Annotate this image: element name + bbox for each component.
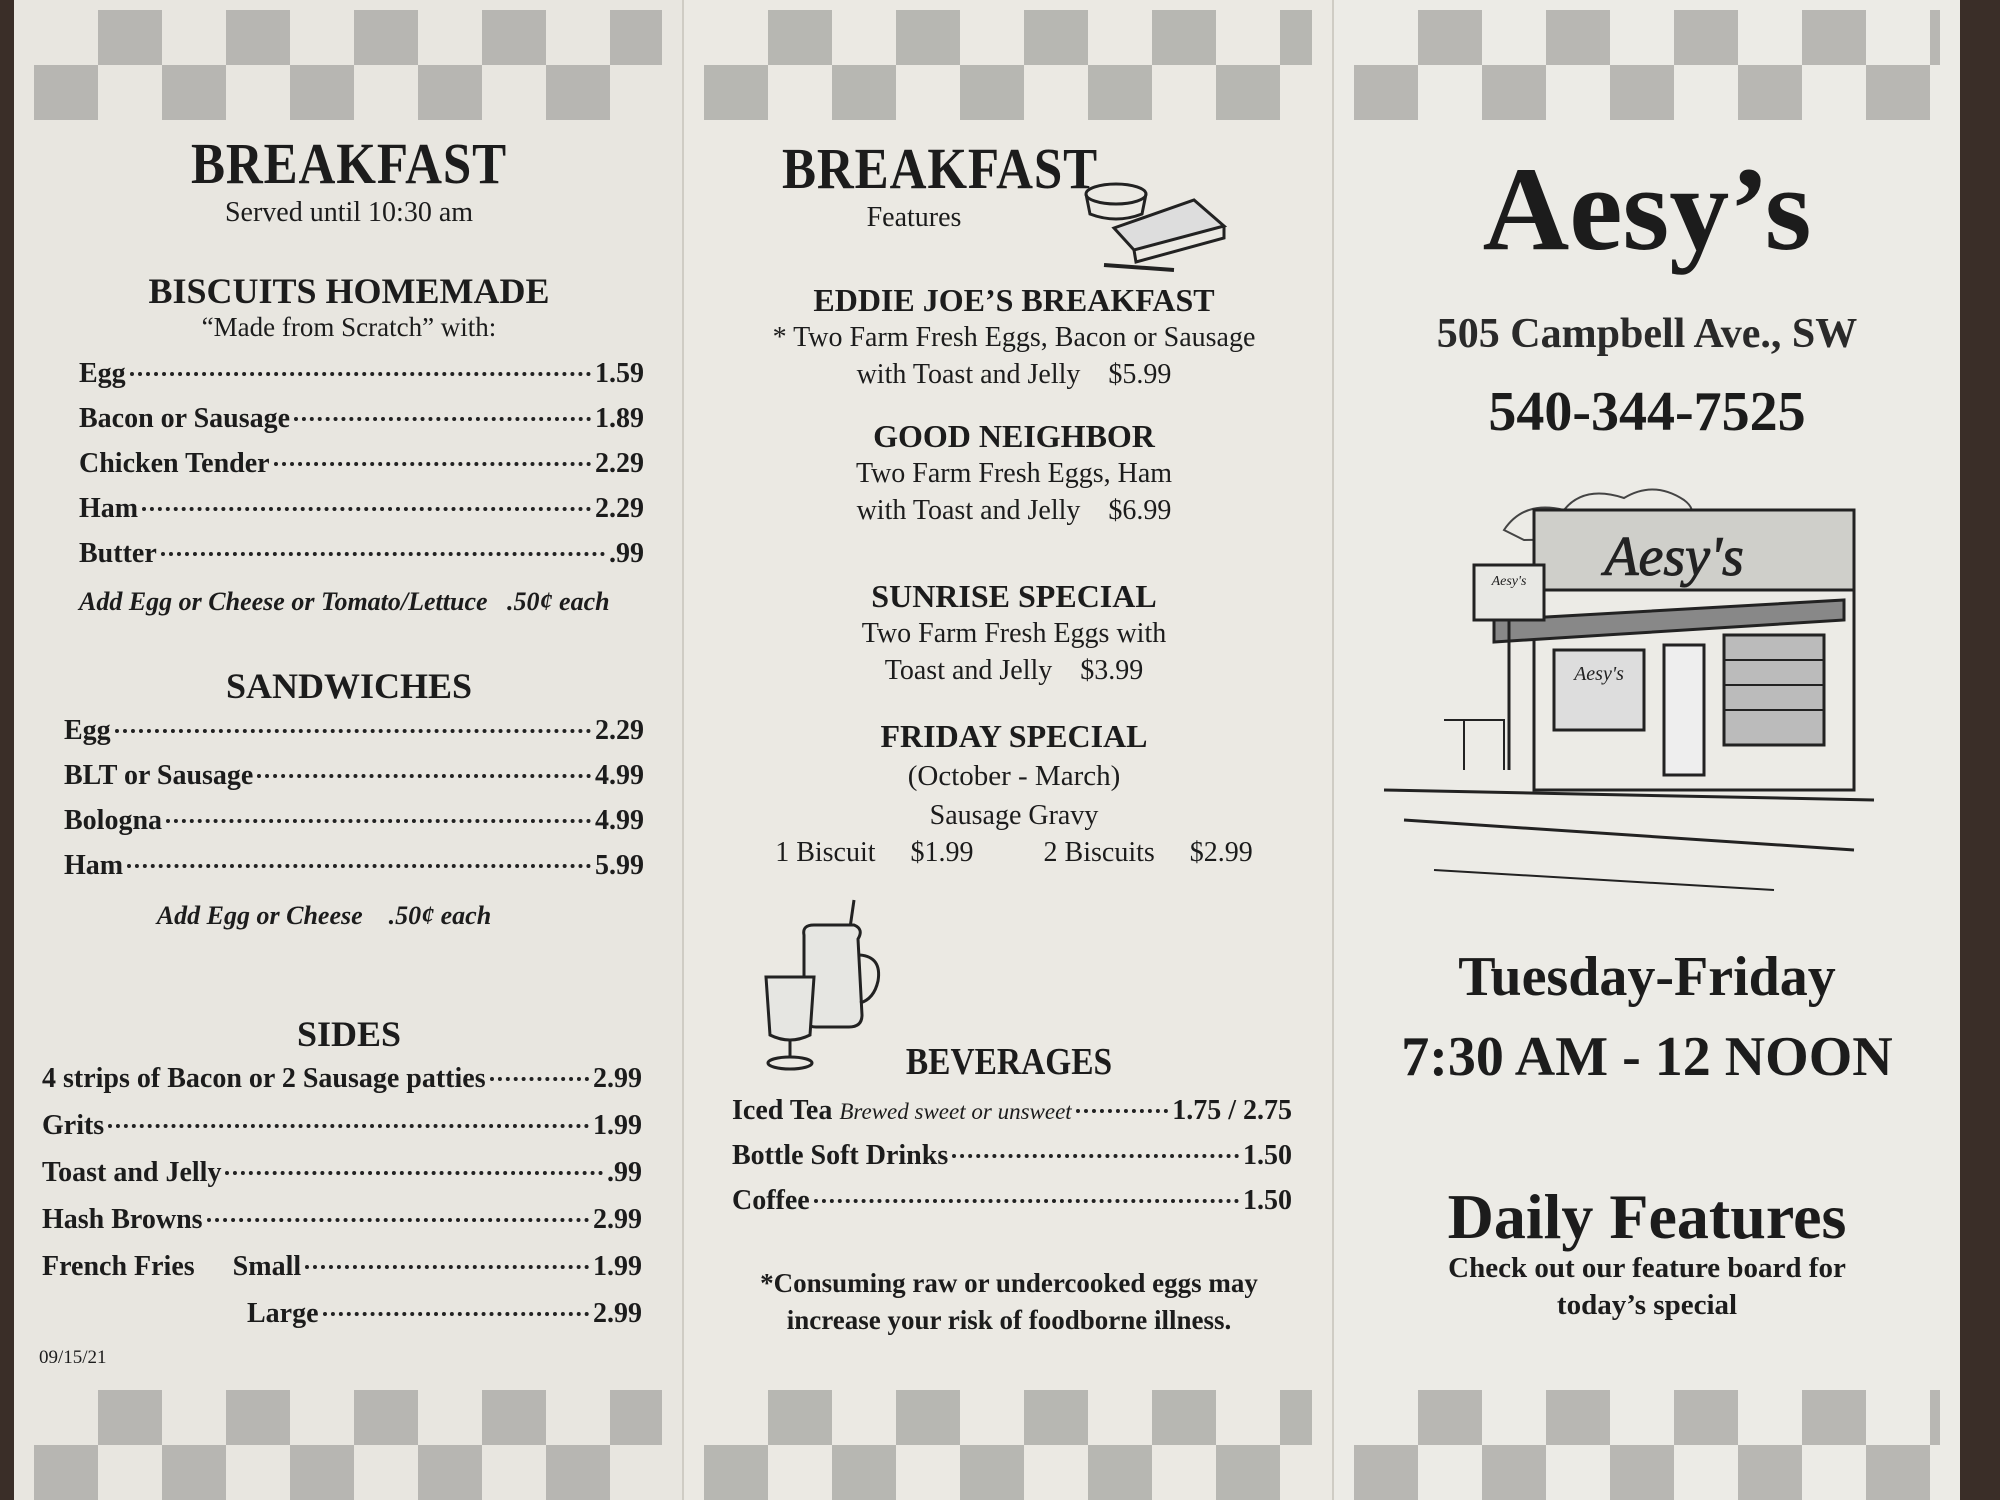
menu-item: French Fries Small 1.99 — [42, 1251, 642, 1282]
svg-text:Aesy's: Aesy's — [1604, 526, 1744, 588]
cover-panel — [1334, 0, 1960, 1500]
address: 505 Campbell Ave., SW — [1436, 311, 1858, 357]
daily-features-note: Check out our feature board for today’s special — [1448, 1252, 1846, 1321]
biscuits-addon: Add Egg or Cheese or Tomato/Lettuce .50¢ each — [79, 587, 610, 616]
menu-item: Bacon or Sausage 1.89 — [79, 403, 644, 434]
features-title: BREAKFAST — [782, 136, 1099, 201]
sandwiches-addon: Add Egg or Cheese .50¢ each — [156, 901, 492, 930]
menu-item: 4 strips of Bacon or 2 Sausage patties 2.99 — [42, 1063, 642, 1094]
restaurant-name: Aesy’s — [1482, 142, 1812, 275]
checker-border-top — [1354, 10, 1940, 120]
checker-border-bottom — [704, 1390, 1312, 1500]
features-panel — [684, 0, 1334, 1500]
breakfast-subtitle: Served until 10:30 am — [224, 197, 474, 228]
menu-item: Ham 2.29 — [79, 493, 644, 524]
biscuits-note: “Made from Scratch” with: — [201, 312, 497, 342]
biscuits-list — [79, 358, 644, 617]
checker-border-bottom — [1354, 1390, 1940, 1500]
egg-warning: *Consuming raw or undercooked eggs may increase your risk of foodborne illness. — [760, 1268, 1258, 1335]
breakfast-title: BREAKFAST — [190, 131, 508, 196]
menu-item: Egg 1.59 — [79, 358, 644, 389]
beverages-heading: BEVERAGES — [905, 1041, 1113, 1083]
svg-text:Aesy's: Aesy's — [1574, 663, 1624, 685]
feature-good-neighbor: GOOD NEIGHBOR Two Farm Fresh Eggs, Ham with Toast and Jelly $6.99 — [855, 418, 1173, 526]
sides-list — [42, 1063, 642, 1345]
feature-eddie-joes: EDDIE JOE’S BREAKFAST * Two Farm Fresh Eggs, Bacon or Sausage with Toast and Jelly $5.99 — [772, 282, 1256, 390]
menu-item: Hash Browns 2.99 — [42, 1204, 642, 1235]
menu-brochure — [14, 0, 1960, 1500]
sides-heading: SIDES — [296, 1014, 402, 1054]
features-subtitle: Features — [866, 202, 962, 233]
feature-friday-special: FRIDAY SPECIAL (October - March) Sausage Gravy 1 Biscuit $1.99 2 Biscuits $2.99 — [775, 718, 1253, 868]
menu-item: Bologna 4.99 — [64, 805, 644, 836]
menu-item: Grits 1.99 — [42, 1110, 642, 1141]
biscuits-heading: BISCUITS HOMEMADE — [148, 271, 550, 311]
checker-border-top — [704, 10, 1312, 120]
open-hours: 7:30 AM - 12 NOON — [1401, 1026, 1893, 1088]
sandwiches-list — [64, 715, 644, 931]
beverages-list — [732, 1095, 1292, 1230]
menu-item: Coffee 1.50 — [732, 1185, 1292, 1216]
menu-item: Bottle Soft Drinks 1.50 — [732, 1140, 1292, 1171]
breakfast-panel — [14, 0, 684, 1500]
checker-border-top — [34, 10, 662, 120]
menu-item: Toast and Jelly .99 — [42, 1157, 642, 1188]
menu-item: Butter .99 — [79, 538, 644, 569]
menu-item: Chicken Tender 2.29 — [79, 448, 644, 479]
svg-text:Aesy's: Aesy's — [1491, 574, 1527, 589]
sandwiches-heading: SANDWICHES — [225, 666, 473, 706]
pie-slice-icon — [1074, 170, 1244, 280]
open-days: Tuesday-Friday — [1458, 946, 1836, 1008]
phone-number: 540-344-7525 — [1488, 381, 1806, 443]
menu-item: BLT or Sausage 4.99 — [64, 760, 644, 791]
daily-features-title: Daily Features — [1447, 1181, 1847, 1252]
menu-item: Large 2.99 — [247, 1298, 642, 1329]
menu-item: Ham 5.99 — [64, 850, 644, 881]
date-code: 09/15/21 — [39, 1347, 107, 1368]
feature-sunrise-special: SUNRISE SPECIAL Two Farm Fresh Eggs with Toast and Jelly $3.99 — [861, 578, 1167, 686]
checker-border-bottom — [34, 1390, 662, 1500]
menu-item: Egg 2.29 — [64, 715, 644, 746]
restaurant-building-illustration — [1374, 470, 1934, 910]
menu-item: Iced Tea Brewed sweet or unsweet 1.75 / 2.75 — [732, 1095, 1292, 1126]
